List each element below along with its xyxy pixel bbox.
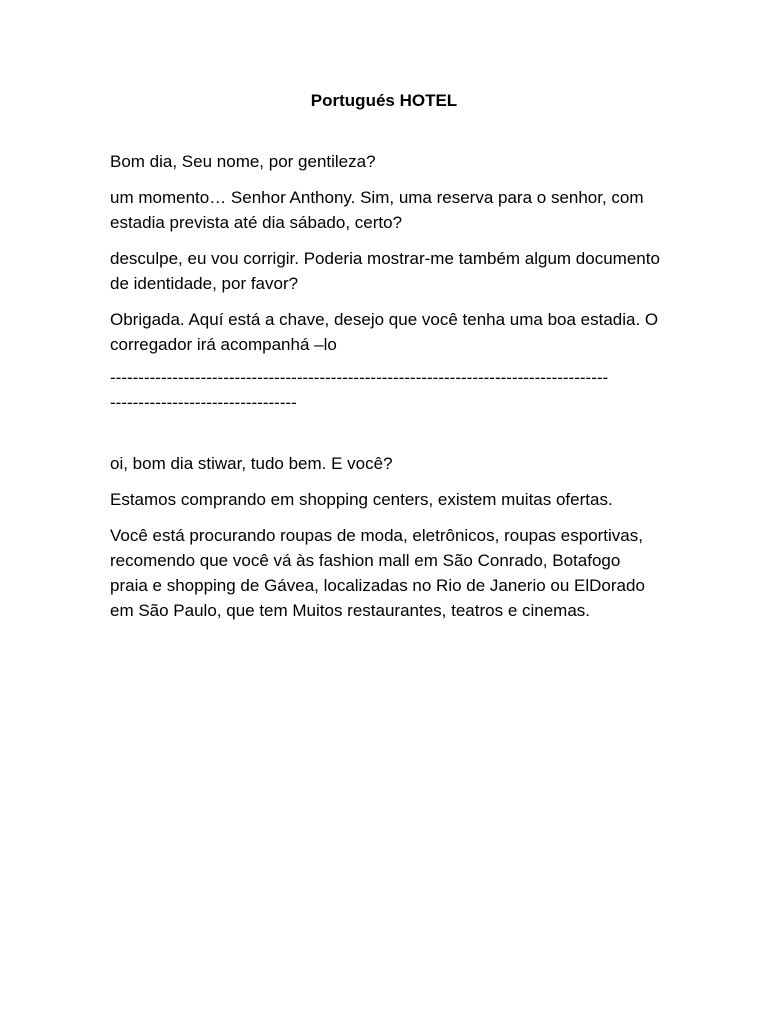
spacer <box>110 415 660 451</box>
paragraph-reservation: um momento… Senhor Anthony. Sim, uma reserva para o senhor, com estadia prevista até dia sábado, certo? <box>110 188 644 232</box>
document-body <box>110 149 660 634</box>
separator-line-1: ---------------------------------------------------------------------------------------- <box>110 368 609 387</box>
paragraph-greeting: Bom dia, Seu nome, por gentileza? <box>110 152 376 171</box>
paragraph-recommendation: Você está procurando roupas de moda, eletrônicos, roupas esportivas, recomendo que você vá às fashion mall em São Conrado, Botafogo praia e shopping de Gávea, localizadas no Rio de Janerio ou ElDorado em São Paulo, que tem Muitos restaurantes, teatros e cinemas. <box>110 526 645 620</box>
paragraph-key: Obrigada. Aquí está a chave, desejo que você tenha uma boa estadia. O corregador irá acompanhá –lo <box>110 310 659 354</box>
paragraph-hello: oi, bom dia stiwar, tudo bem. E você? <box>110 454 393 473</box>
document-title: Portugués HOTEL <box>310 91 458 110</box>
paragraph-shopping: Estamos comprando em shopping centers, existem muitas ofertas. <box>110 490 613 509</box>
separator-line-2: --------------------------------- <box>110 393 297 412</box>
paragraph-identity: desculpe, eu vou corrigir. Poderia mostrar-me também algum documento de identidade, por favor? <box>110 249 660 293</box>
